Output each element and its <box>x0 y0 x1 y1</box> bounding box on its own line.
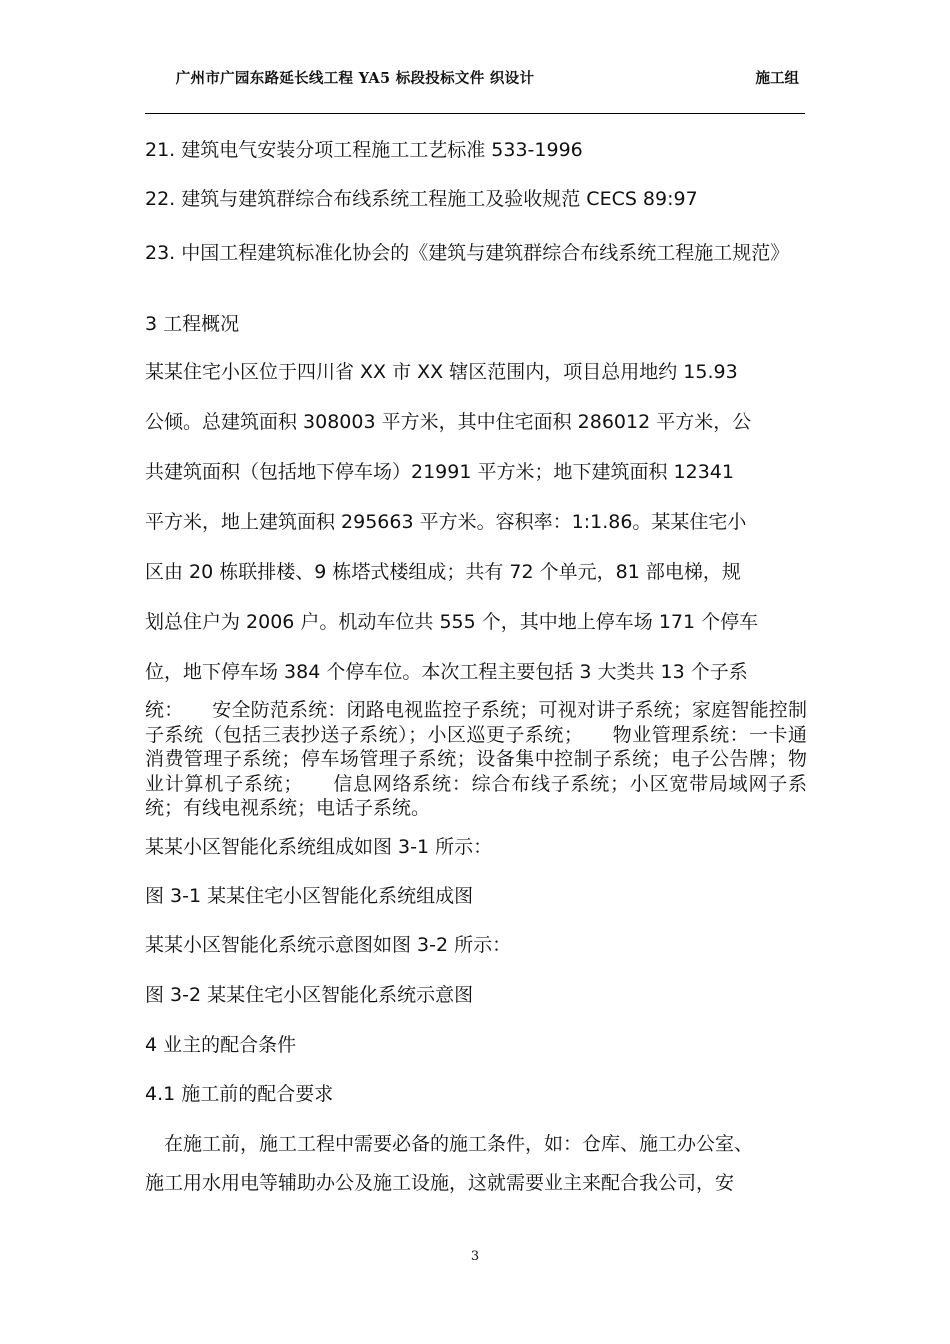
overview-line: 共建筑面积（包括地下停车场）21991 平方米；地下建筑面积 12341 <box>145 461 734 483</box>
overview-line: 划总住户为 2006 户。机动车位共 555 个，其中地上停车场 171 个停车 <box>145 611 759 633</box>
overview-line: 平方米，地上建筑面积 295663 平方米。容积率：1:1.86。某某住宅小 <box>145 511 747 533</box>
section-3-heading: 3 工程概况 <box>145 313 240 335</box>
figure-3-2-caption: 图 3-2 某某住宅小区智能化系统示意图 <box>145 984 474 1006</box>
figure-3-1-caption: 图 3-1 某某住宅小区智能化系统组成图 <box>145 885 474 907</box>
section-4-heading: 4 业主的配合条件 <box>145 1034 297 1056</box>
header-document-title: 广州市广园东路延长线工程 YA5 标段投标文件 织设计 <box>175 70 535 87</box>
overview-line: 公倾。总建筑面积 308003 平方米，其中住宅面积 286012 平方米，公 <box>145 411 752 433</box>
section-4-1-body-line: 施工用水用电等辅助办公及施工设施，这就需要业主来配合我公司，安 <box>145 1172 735 1194</box>
section-4-1-body-line: 在施工前，施工工程中需要必备的施工条件，如：仓库、施工办公室、 <box>145 1133 754 1155</box>
overview-line: 某某住宅小区位于四川省 XX 市 XX 辖区范围内，项目总用地约 15.93 <box>145 361 738 383</box>
page-number: 3 <box>470 1249 480 1264</box>
section-4-1-heading: 4.1 施工前的配合要求 <box>145 1083 334 1105</box>
overview-line: 位，地下停车场 384 个停车位。本次工程主要包括 3 大类共 13 个子系 <box>145 661 748 683</box>
standard-item-23: 23. 中国工程建筑标准化协会的《建筑与建筑群综合布线系统工程施工规范》 <box>145 242 790 264</box>
figure-3-2-intro: 某某小区智能化系统示意图如图 3-2 所示： <box>145 934 512 956</box>
subsystems-paragraph: 统： 安全防范系统：闭路电视监控子系统；可视对讲子系统；家庭智能控制子系统（包括三表抄送子系统）；小区巡更子系统； 物业管理系统：一卡通消费管理子系统；停车场管理子系统；设备集中控制子系统；电子公告牌；物业计算机子系统； 信息网络系统：综合布线子系统；小区宽带局域网子系统；有线电视系统；电话子系统。 <box>145 699 807 819</box>
standard-item-22: 22. 建筑与建筑群综合布线系统工程施工及验收规范 CECS 89:97 <box>145 188 698 210</box>
overview-line: 区由 20 栋联排楼、9 栋塔式楼组成；共有 72 个单元，81 部电梯，规 <box>145 561 741 583</box>
header-section-label: 施工组 <box>755 70 799 87</box>
header-rule <box>145 113 805 114</box>
figure-3-1-intro: 某某小区智能化系统组成如图 3-1 所示： <box>145 836 493 858</box>
standard-item-21: 21. 建筑电气安装分项工程施工工艺标准 533-1996 <box>145 139 583 161</box>
